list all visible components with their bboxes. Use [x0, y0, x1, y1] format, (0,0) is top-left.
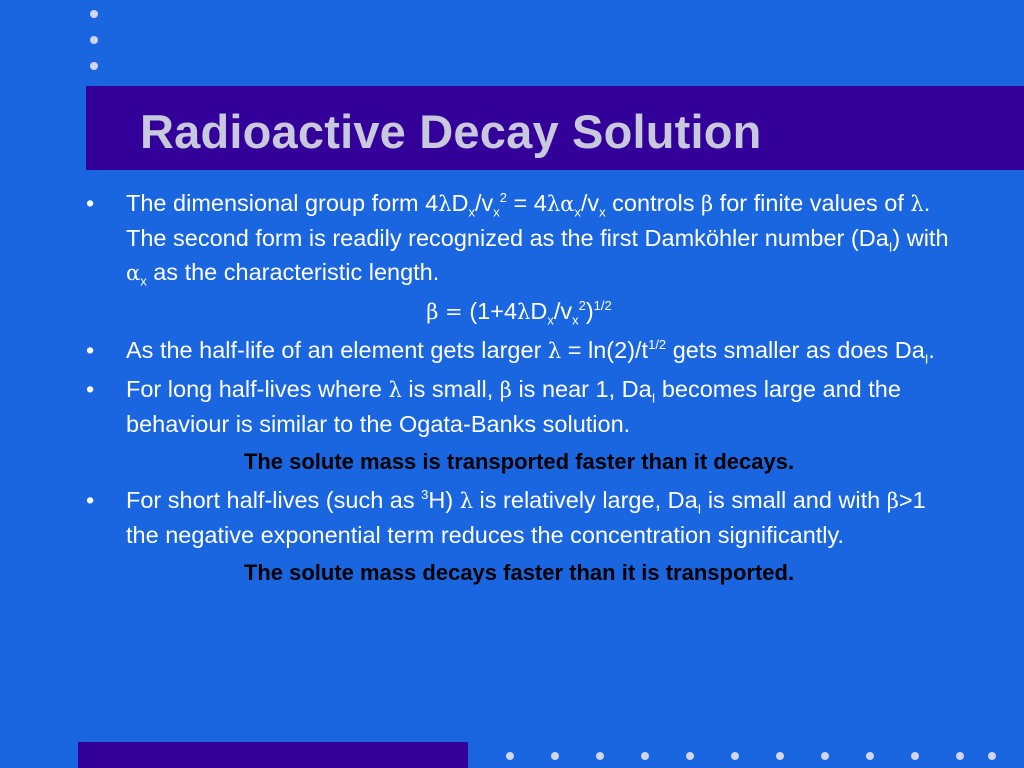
text: . The second form is readily recognized as the first Damköhler number (Da [126, 190, 931, 251]
superscript: 3 [421, 487, 429, 503]
superscript: 2 [578, 298, 586, 314]
text: >1 the negative exponential term reduces the concentration significantly. [126, 487, 926, 548]
lambda-alpha-symbol: λα [546, 192, 575, 216]
bottom-dots-decoration [506, 752, 1006, 762]
lambda-symbol: λ [910, 192, 924, 216]
lambda-symbol: λ [517, 300, 531, 324]
subscript: x [468, 204, 475, 220]
text: is relatively large, Da [473, 487, 698, 513]
dot [551, 752, 559, 760]
bottom-bar [78, 742, 468, 768]
superscript: 2 [499, 190, 508, 206]
text: ) [585, 298, 594, 324]
equals-sign: = [438, 300, 470, 324]
text: is small, [401, 376, 500, 402]
subscript: x [493, 204, 500, 220]
text: becomes large and the behaviour is similar to the Ogata-Banks solution. [126, 376, 901, 437]
beta-symbol: β [426, 300, 439, 324]
subscript: I [651, 390, 656, 406]
text: /v [475, 190, 494, 216]
text: is near 1, Da [511, 376, 652, 402]
emphasis-statement-1: The solute mass is transported faster than it decays. [243, 449, 795, 474]
dot [686, 752, 694, 760]
subscript: I [888, 239, 893, 255]
bullet-mark: • [86, 190, 95, 216]
bullet-item [84, 372, 954, 441]
text: ) with [892, 225, 949, 251]
top-dots-decoration [86, 10, 102, 88]
dot [956, 752, 964, 760]
text: D [451, 190, 469, 216]
superscript: 1/2 [593, 298, 612, 314]
beta-symbol: β [886, 489, 899, 513]
text: gets smaller as does Da [666, 337, 925, 363]
text: /v [580, 190, 600, 216]
subscript: x [574, 204, 581, 220]
slide-content [84, 186, 954, 594]
text: is small and with [701, 487, 887, 513]
dot [506, 752, 514, 760]
dot [988, 752, 996, 760]
slide-title: Radioactive Decay Solution [140, 105, 762, 158]
text: (1+4 [469, 298, 518, 324]
lambda-symbol: λ [459, 489, 474, 513]
subscript: x [572, 312, 579, 328]
text: for finite values of [713, 190, 911, 216]
dot [90, 62, 98, 70]
subscript: I [924, 351, 929, 367]
equation [84, 294, 954, 329]
text: as the characteristic length. [146, 259, 440, 285]
dot [596, 752, 604, 760]
text: For short half-lives (such as [126, 487, 422, 513]
text: = ln(2)/t [561, 337, 649, 363]
lambda-symbol: λ [388, 378, 402, 402]
beta-symbol: β [701, 192, 714, 216]
lambda-symbol: λ [547, 339, 562, 363]
text: As the half-life of an element gets larger [126, 337, 548, 363]
subscript: I [697, 501, 702, 517]
text: D [530, 298, 548, 324]
dot [866, 752, 874, 760]
text: controls [605, 190, 701, 216]
bullet-item [84, 333, 954, 368]
beta-symbol: β [499, 378, 512, 402]
bullet-item [84, 186, 954, 290]
bullet-mark: • [86, 376, 95, 402]
alpha-symbol: α [126, 261, 141, 285]
dot [90, 36, 98, 44]
dot [821, 752, 829, 760]
dot [90, 10, 98, 18]
text: The dimensional group form 4 [126, 190, 439, 216]
bullet-mark: • [86, 337, 95, 363]
text: = 4 [507, 190, 547, 216]
text: /v [553, 298, 573, 324]
emphasis-statement-2: The solute mass decays faster than it is transported. [243, 560, 795, 585]
text: For long half-lives where [126, 376, 389, 402]
lambda-symbol: λ [438, 192, 452, 216]
bullet-item [84, 483, 954, 552]
superscript: 1/2 [648, 337, 667, 353]
text: H) [428, 487, 460, 513]
text: . [928, 337, 935, 363]
subscript: x [547, 312, 554, 328]
subscript: x [599, 204, 606, 220]
subscript: x [140, 273, 147, 289]
dot [731, 752, 739, 760]
dot [776, 752, 784, 760]
dot [911, 752, 919, 760]
bullet-mark: • [86, 487, 95, 513]
dot [641, 752, 649, 760]
